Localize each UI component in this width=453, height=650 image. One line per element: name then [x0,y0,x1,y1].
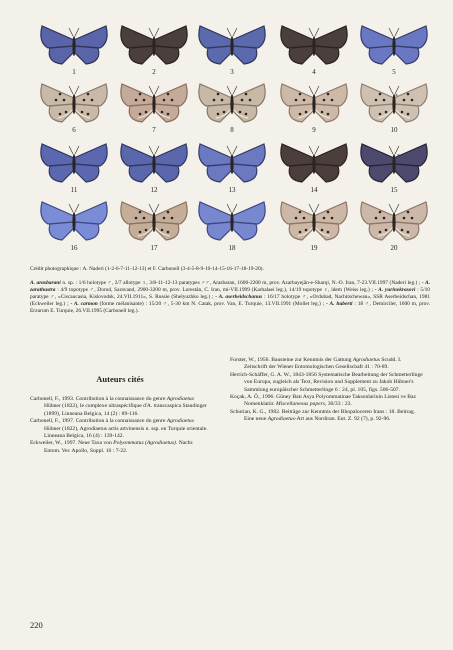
caption-text: (forme mélanisante) : 15/20 ♂, 5-30 km N. Catak, prov. Van, E. Turquie, 13.VII.1991 (Mollet leg.) ; [97,300,327,307]
plate-caption [30,280,430,315]
reference-entry [30,418,208,440]
caption-species: - A. zarathustra [30,280,431,293]
caption-text: n. sp. : 1/6 holotype ♂, 2/7 allotype ♀, 3/8-11-12-13 paratypes ♂♂, Arasbaran, 1600-2200 m, prov. Azarbayejân-e-Sharqi, N.-O. Iran, 7-23.VII.1997 (Naderi leg.) ; [60,280,422,286]
reference-text: Carbonell, F., 1993. Contribution à la connaissance du genre [30,396,167,402]
butterfly-specimen-10 [358,80,430,126]
caption-text: : 4/9 topotype ♂, Dorud, Saravand, 2900-3200 m, prov. Lorestân, C. Iran, mi-VII.1999 (Karbalaei leg.), 14/19 topotype ♀, idem (Weiss leg.) ; [55,286,375,293]
specimen-number: 16 [70,244,78,252]
reference-text: Koçak, A. Ö., 1996. Güney Batı Asya Polyommatinae Taksonlarinin Listesi ve Baz Nomenklatür. [230,394,416,408]
caption-text: : 16/17 holotype ♂, «Ordubad, Nachitschewan», SSR Aserbeidschan, 1981 (Eckweiler leg.) ; [30,293,430,307]
reference-text: Forster, W., 1956. Bausteine zur Kenntnis der Gattung [230,357,353,363]
reference-text: Scudd. I. Zeitschrift der Wiener Entomologischen Gesellschaft 41 : 70-89. [244,357,402,371]
specimen-number: 20 [390,244,398,252]
specimen-marker: * [395,94,398,100]
caption-species: - A. huberti [326,300,353,307]
caption-species: - A. carmon [70,300,98,307]
caption-text: : 18 ♂, Demirciler, 1600 m, prov. Erzurum E. Turquie, 26.VII.1995 (Carbonell leg.). [30,300,430,314]
reference-text: Hübner (1822), Agrodiaetus actis artvinensis n. ssp. en Turquie orientale. Linneana Belgica, 16 (4) : 139-142. [44,425,208,440]
butterfly-specimen-17 [118,198,190,244]
specimen-number: 10 [390,126,398,134]
specimen-plate [28,22,428,258]
reference-text: Agrodiaetus [267,416,295,423]
reference-text: Herrich-Schäffer, G. A. W., 1843-1856 Systematische Bearbeitung der Schmetterlinge von Europa, zugleich als Text, Revision und Supplement zu Jakob Hübner's Sammlung europäischer Schmetterlinge 6 : 24, pl. 105, figs. 506-507. [230,371,423,393]
butterfly-specimen-9 [278,80,350,126]
reference-text: Schurian, K. G., 1982. Beiträge zur Kenntnis der Rhopaloceren Irans : 18. Beitrag. Eine neue [230,408,416,423]
reference-entry [230,409,424,424]
reference-text: , 30/33 : 23. [324,401,352,408]
reference-text: Hübner (1822), le complexe ultraspécifique d'A. transcaspica Staudinger (1899), Linneana Belgica, 14 (2) : 89-116. [44,403,207,417]
specimen-number: 18 [228,244,236,252]
reference-text: Eckweiler, W., 1997. Neue Taxa von [30,440,114,447]
specimen-number: 9 [312,126,316,134]
references-left-column [30,396,208,455]
specimen-number: 19 [310,244,318,252]
reference-text: Carbonell, F., 1997. Contribution à la connaissance du genre [30,418,167,425]
butterfly-specimen-13 [196,140,268,186]
specimen-marker: * [397,154,400,160]
caption-species: A. arasbarani [30,280,61,286]
reference-entry [230,372,424,394]
butterfly-specimen-2 [118,22,190,68]
reference-entry [30,396,208,418]
specimen-number: 12 [150,186,158,194]
reference-text: Agrodiaetus [166,396,194,402]
caption-text: : 5/10 paratype ♂, «Ciscaucasia, Kislovodsk, 24.VII.1911», S. Russie (Shelyuzhko leg.) ; [30,286,430,300]
specimen-number: 15 [390,186,398,194]
references-right-column [230,357,424,424]
reference-text: Agrodiaetus [352,357,380,363]
page-number: 220 [30,620,43,630]
butterfly-specimen-16 [38,198,110,244]
specimen-number: 5 [392,68,396,76]
butterfly-specimen-18 [196,198,268,244]
specimen-number: 4 [312,68,316,76]
specimen-number: 7 [152,126,156,134]
butterfly-specimen-11 [38,140,110,186]
butterfly-specimen-7 [118,80,190,126]
butterfly-specimen-6 [38,80,110,126]
reference-text: . Nachr. Entom. Ver. Apollo, Suppl. 16 : 7-22. [44,440,194,454]
reference-text: -Art aus Nordiran. Ent. Z. 92 (7), p. 92-96. [294,416,391,423]
caption-species: - A. aserbeidschanus [215,293,263,300]
butterfly-specimen-4 [278,22,350,68]
reference-text: Miscellaneous papers [276,401,325,408]
references-heading: Auteurs cités [96,374,144,384]
reference-entry [230,394,424,409]
butterfly-specimen-8 [196,80,268,126]
specimen-number: 1 [72,68,76,76]
butterfly-specimen-5 [358,22,430,68]
specimen-number: 13 [228,186,236,194]
butterfly-specimen-14 [278,140,350,186]
butterfly-specimen-15 [358,140,430,186]
butterfly-specimen-19 [278,198,350,244]
specimen-number: 6 [72,126,76,134]
butterfly-specimen-12 [118,140,190,186]
photo-credit: Crédit photographique : A. Naderi (1-2-6-7-11-12-13) et F. Carbonell (3-4-5-8-9-10-14-15-16-17-18-19-20). [30,266,264,272]
specimen-number: 8 [230,126,234,134]
specimen-number: 14 [310,186,318,194]
specimen-number: 2 [152,68,156,76]
reference-entry [230,357,424,372]
butterfly-specimen-20 [358,198,430,244]
specimen-number: 11 [70,186,78,194]
butterfly-specimen-1 [38,22,110,68]
reference-text: Polyommatus (Agrodiaetus) [113,440,176,447]
specimen-number: 3 [230,68,234,76]
reference-text: Agrodiaetus [166,418,194,425]
reference-entry [30,440,208,455]
specimen-number: 17 [150,244,158,252]
caption-species: - A. yurinekrasovi [374,286,416,293]
butterfly-specimen-3 [196,22,268,68]
